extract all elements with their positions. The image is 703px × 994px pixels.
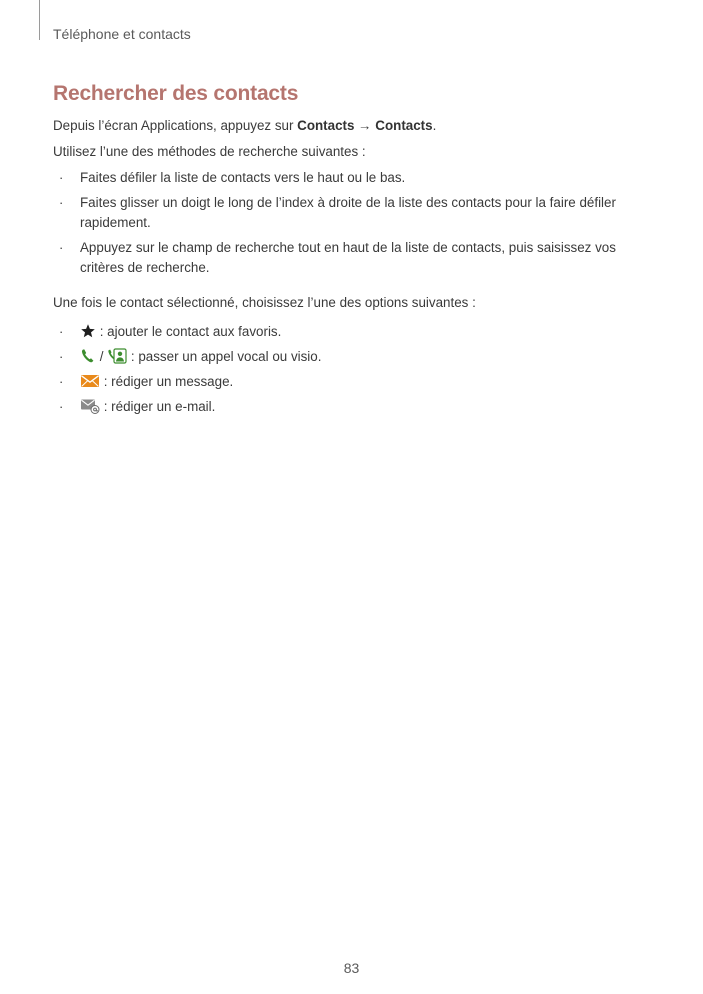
star-icon	[80, 323, 96, 339]
list-item	[53, 193, 633, 233]
intro-line-2: Utilisez l’une des méthodes de recherche suivantes :	[53, 144, 366, 159]
options-intro: Une fois le contact sélectionné, choisissez l’une des options suivantes :	[53, 295, 476, 310]
intro-prefix: Depuis l’écran Applications, appuyez sur	[53, 118, 298, 133]
intro-line-1	[53, 116, 436, 135]
bullet: ·	[59, 195, 64, 210]
bullet: ·	[59, 324, 64, 339]
bullet: ·	[59, 170, 64, 185]
bullet: ·	[59, 240, 64, 255]
call-option-text: : passer un appel vocal ou visio.	[127, 349, 322, 364]
contacts-app-label: Contacts	[297, 118, 355, 133]
search-methods-list	[53, 168, 633, 283]
search-method-text: Faites glisser un doigt le long de l’index à droite de la liste des contacts pour la faire défiler rapidement.	[80, 195, 616, 230]
bullet: ·	[59, 374, 64, 389]
contact-options-list	[53, 322, 633, 422]
arrow-separator: →	[354, 118, 376, 133]
list-item	[53, 397, 633, 417]
favorite-option-text: : ajouter le contact aux favoris.	[96, 324, 282, 339]
list-item	[53, 238, 633, 278]
list-item	[53, 347, 633, 367]
running-header: Téléphone et contacts	[53, 26, 191, 42]
email-option-text: : rédiger un e-mail.	[100, 399, 216, 414]
list-item	[53, 168, 633, 188]
search-method-text: Appuyez sur le champ de recherche tout en haut de la liste de contacts, puis saisissez vos critères de recherche.	[80, 240, 616, 275]
header-rule	[39, 0, 40, 40]
bullet: ·	[59, 349, 64, 364]
intro-suffix: .	[432, 118, 437, 133]
phone-icon	[80, 348, 96, 364]
bullet: ·	[59, 399, 64, 414]
email-icon	[80, 398, 100, 414]
section-title: Rechercher des contacts	[53, 82, 299, 105]
call-separator: /	[96, 349, 108, 364]
list-item	[53, 372, 633, 392]
envelope-icon	[80, 373, 100, 389]
list-item	[53, 322, 633, 342]
page-number: 83	[343, 960, 360, 976]
video-call-icon	[107, 348, 127, 364]
contacts-tab-label: Contacts	[375, 118, 433, 133]
search-method-text: Faites défiler la liste de contacts vers le haut ou le bas.	[80, 170, 406, 185]
message-option-text: : rédiger un message.	[100, 374, 234, 389]
